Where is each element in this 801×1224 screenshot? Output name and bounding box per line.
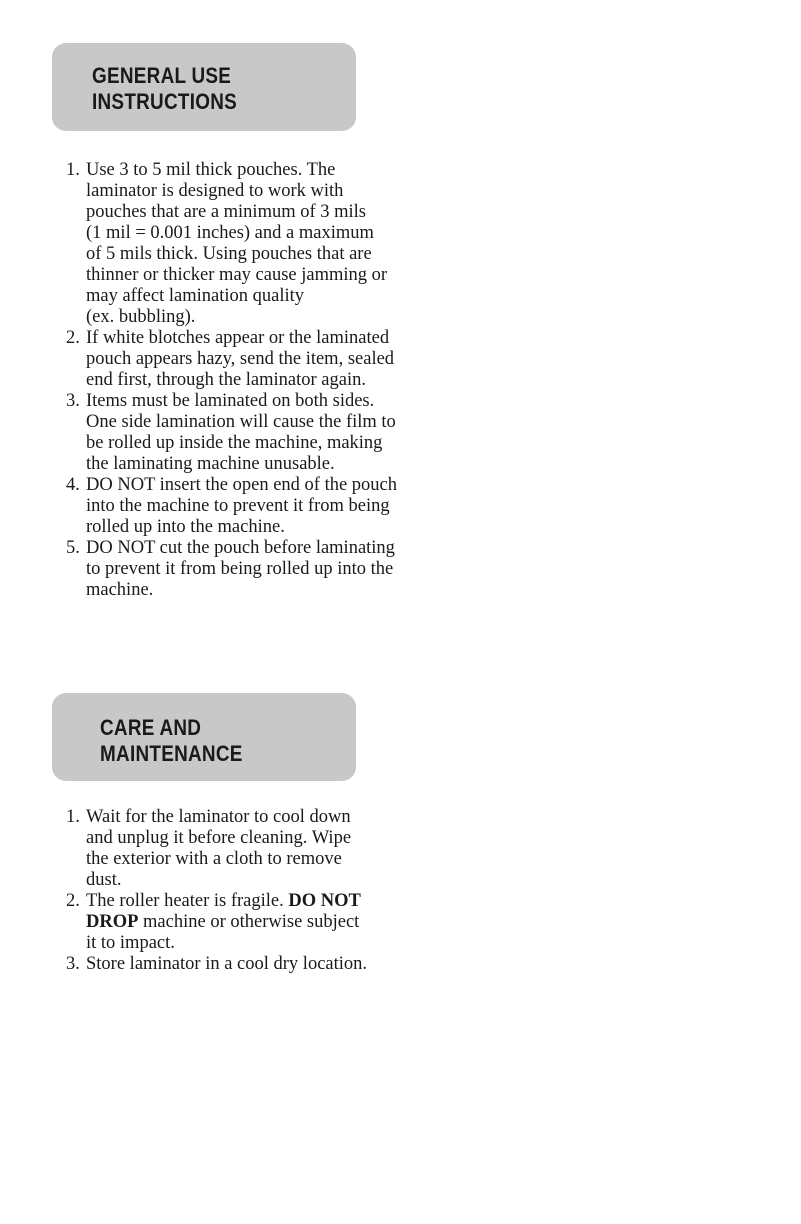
item-text-line: If white blotches appear or the laminated <box>86 328 390 348</box>
list-item <box>66 328 397 391</box>
item-text-bold: DO NOT <box>288 891 361 911</box>
item-number: 3. <box>66 954 80 974</box>
item-text-line: pouches that are a minimum of 3 mils <box>86 202 367 222</box>
list-item <box>66 954 367 975</box>
list-item <box>66 807 367 891</box>
item-text-line: Store laminator in a cool dry location. <box>86 954 368 974</box>
item-text-line: rolled up into the machine. <box>86 517 285 537</box>
item-text-line <box>86 891 367 912</box>
item-text-line: (1 mil = 0.001 inches) and a maximum <box>86 223 374 243</box>
item-text-line: machine. <box>86 580 154 600</box>
item-text-line: to prevent it from being rolled up into the <box>86 559 394 579</box>
list-item <box>66 475 397 538</box>
general-use-header <box>52 43 356 131</box>
item-text-line: dust. <box>86 870 122 890</box>
item-text-line: (ex. bubbling). <box>86 307 196 327</box>
item-text-line: end first, through the laminator again. <box>86 370 366 390</box>
item-text-line: One side lamination will cause the film to <box>86 412 396 432</box>
item-number: 2. <box>66 328 80 348</box>
list-item <box>66 391 397 475</box>
item-text-line: the exterior with a cloth to remove <box>86 849 342 869</box>
general-use-list <box>66 160 397 601</box>
item-text-line: thinner or thicker may cause jamming or <box>86 265 388 285</box>
general-use-title-line-1: GENERAL USE <box>92 63 232 88</box>
item-text-line: of 5 mils thick. Using pouches that are <box>86 244 372 264</box>
item-text-bold: DROP <box>86 912 139 932</box>
list-item <box>66 160 397 328</box>
item-number: 1. <box>66 160 80 180</box>
item-text-line: pouch appears hazy, send the item, sealed <box>86 349 395 369</box>
item-number: 2. <box>66 891 80 911</box>
item-text-line: the laminating machine unusable. <box>86 454 335 474</box>
item-text-line: and unplug it before cleaning. Wipe <box>86 828 352 848</box>
care-maintenance-list <box>66 807 367 975</box>
item-text-line: Use 3 to 5 mil thick pouches. The <box>86 160 336 180</box>
item-text-line <box>86 912 367 933</box>
list-item <box>66 891 367 954</box>
care-maintenance-header <box>52 693 356 781</box>
item-number: 5. <box>66 538 80 558</box>
item-number: 4. <box>66 475 80 495</box>
general-use-title-line-2: INSTRUCTIONS <box>92 89 238 114</box>
item-text-line: it to impact. <box>86 933 175 953</box>
item-text-line: be rolled up inside the machine, making <box>86 433 383 453</box>
item-text-plain: The roller heater is fragile. <box>86 891 289 911</box>
item-text-line: Wait for the laminator to cool down <box>86 807 351 827</box>
item-text-line: laminator is designed to work with <box>86 181 344 201</box>
item-text-line: DO NOT cut the pouch before laminating <box>86 538 395 558</box>
care-maintenance-title-line-2: MAINTENANCE <box>100 741 243 766</box>
item-number: 3. <box>66 391 80 411</box>
general-use-title <box>92 63 237 115</box>
item-text-line: Items must be laminated on both sides. <box>86 391 375 411</box>
list-item <box>66 538 397 601</box>
care-maintenance-title-line-1: CARE AND <box>100 715 202 740</box>
item-text-line: may affect lamination quality <box>86 286 304 306</box>
item-text-line: DO NOT insert the open end of the pouch <box>86 475 398 495</box>
care-maintenance-title <box>100 715 243 767</box>
item-number: 1. <box>66 807 80 827</box>
item-text-plain: machine or otherwise subject <box>138 912 360 932</box>
item-text-line: into the machine to prevent it from being <box>86 496 390 516</box>
